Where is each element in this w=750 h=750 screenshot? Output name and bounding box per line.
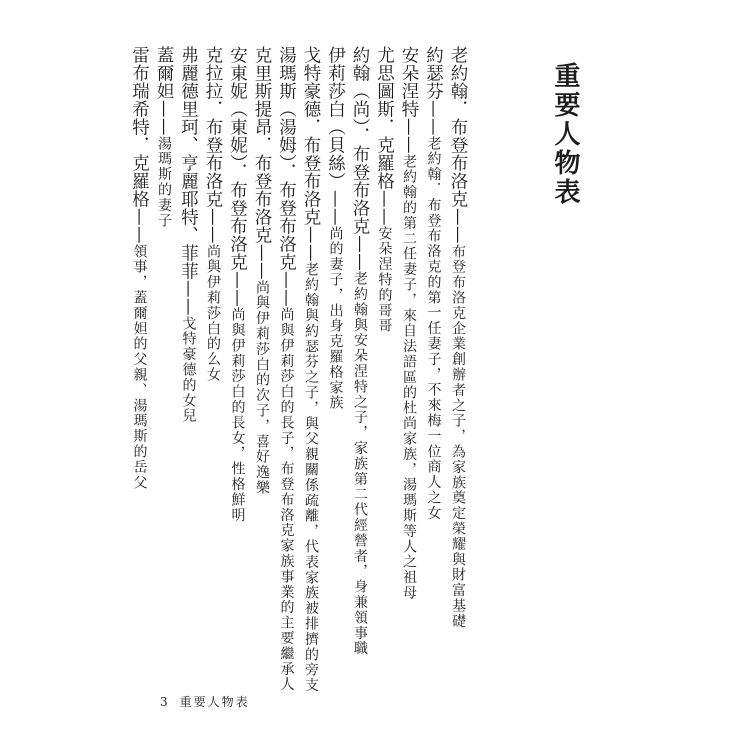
character-description: 安朵涅特的哥哥 (376, 226, 393, 334)
list-item (397, 46, 422, 666)
character-name: 尤思圖斯．克羅格—— (374, 46, 395, 226)
list-item (152, 46, 177, 666)
character-name: 約瑟芬—— (423, 46, 444, 136)
character-description: 尚與伊莉莎白的次子，喜好逸樂 (254, 280, 270, 496)
list-item (127, 46, 152, 666)
character-list (127, 46, 470, 694)
character-name: 克拉拉．布登布洛克—— (203, 46, 223, 244)
character-description: 老約翰．布登布洛克的第一任妻子，不來梅一位商人之女 (425, 136, 442, 521)
page-title: 重要人物表 (550, 62, 580, 207)
list-item (446, 46, 471, 666)
character-name: 湯瑪斯（湯姆）．布登布洛克—— (276, 46, 297, 308)
character-description: 尚的妻子，出身克羅格家族 (327, 226, 344, 411)
running-title: 重要人物表 (179, 695, 250, 709)
character-name: 約翰（尚）．布登布洛克—— (350, 46, 370, 272)
character-description: 尚與伊莉莎白的長女，性格鮮明 (229, 307, 246, 523)
list-item (421, 46, 446, 666)
list-item (323, 46, 348, 666)
page-footer (160, 693, 250, 710)
list-item (274, 46, 299, 693)
character-name: 克里斯提昂．布登布洛克—— (252, 46, 272, 280)
character-name: 戈特豪德．布登布洛克—— (301, 46, 321, 262)
list-item (176, 46, 201, 666)
character-description: 湯瑪斯的妻子 (156, 136, 172, 229)
list-item (201, 46, 226, 666)
character-name: 伊莉莎白（貝絲）—— (325, 46, 346, 226)
character-description: 尚與伊莉莎白的么女 (205, 244, 221, 383)
page-number: 3 (160, 695, 170, 709)
character-description: 老約翰的第二任妻子，來自法語區的杜尚家族，湯瑪斯等人之祖母 (401, 154, 417, 601)
list-item (225, 46, 250, 666)
character-description: 尚與伊莉莎白的長子，布登布洛克家族事業的主要繼承人 (278, 307, 295, 693)
character-name: 老約翰．布登布洛克—— (448, 46, 468, 244)
character-name: 蓋爾妲—— (154, 46, 174, 136)
character-description: 老約翰與約瑟芬之子，與父親關係疏離，代表家族被排擠的旁支 (303, 262, 319, 694)
character-description: 老約翰與安朵涅特之子，家族第二代經營者，身兼領事職 (352, 271, 368, 657)
character-name: 弗麗德里珂、亨麗耶特、菲菲—— (178, 46, 199, 316)
list-item (348, 46, 373, 666)
character-name: 雷布瑞希特．克羅格—— (129, 46, 150, 244)
character-name: 安東妮（東妮）．布登布洛克—— (227, 46, 248, 308)
character-description: 領事，蓋爾妲的父親、湯瑪斯的岳父 (131, 244, 148, 491)
character-description: 戈特豪德的女兒 (180, 316, 197, 424)
character-name: 安朵涅特—— (399, 46, 419, 154)
list-item (299, 46, 324, 694)
list-item (250, 46, 275, 666)
character-description: 布登布洛克企業創辦者之子，為家族奠定榮耀與財富基礎 (450, 244, 466, 629)
list-item (372, 46, 397, 666)
